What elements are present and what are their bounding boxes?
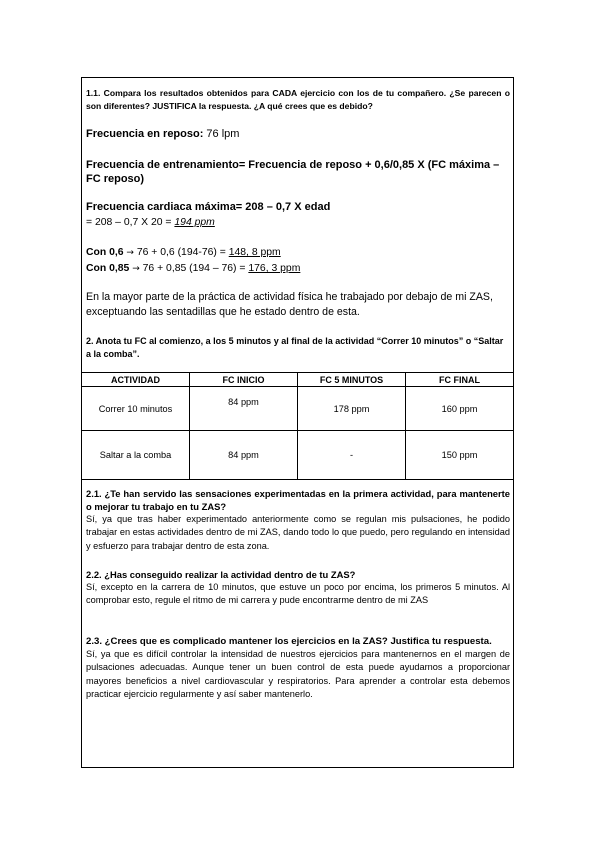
calc-0-85-line [86, 262, 510, 276]
question-2-2: 2.2. ¿Has conseguido realizar la actividad dentro de tu ZAS? [86, 569, 356, 580]
calc-0-6-expression: 76 + 0,6 (194-76) = [133, 247, 229, 258]
calc-0-6-line [86, 246, 510, 260]
calc-0-85-label: Con 0,85 [86, 263, 133, 274]
table-cell: 150 ppm [406, 431, 514, 480]
question-2: 2. Anota tu FC al comienzo, a los 5 minutos y al final de la actividad “Correr 10 minutos” o “Saltar a la comba”. [86, 336, 504, 359]
answer-2-2: Sí, excepto en la carrera de 10 minutos, que estuve un poco por encima, los primeros 5 minutos. Al comprobar esto, regule el ritmo de mi carrera y pude encontrarme dentro de mi ZAS [86, 582, 510, 606]
question-1-1: 1.1. Compara los resultados obtenidos para CADA ejercicio con los de tu compañero. ¿Se parecen o son diferentes? JUSTIFICA la respuesta. ¿A qué crees que es debido? [86, 88, 510, 111]
cell-text: 84 ppm [228, 396, 259, 407]
table-header: ACTIVIDAD [82, 373, 190, 387]
rest-frequency-label: Frecuencia en reposo: [86, 128, 204, 140]
heart-rate-table [81, 372, 514, 480]
max-calc-prefix: = 208 – 0,7 X 20 = [86, 217, 175, 228]
right-arrow-icon: → [126, 248, 134, 258]
table-cell [190, 387, 298, 431]
table-cell: Saltar a la comba [82, 431, 190, 480]
table-cell: Correr 10 minutos [82, 387, 190, 431]
table-header: FC INICIO [190, 373, 298, 387]
training-frequency-formula: Frecuencia de entrenamiento= Frecuencia de reposo + 0,6/0,85 X (FC máxima – FC reposo) [86, 159, 500, 185]
max-heart-rate-formula: Frecuencia cardiaca máxima= 208 – 0,7 X edad [86, 201, 331, 213]
table-header: FC FINAL [406, 373, 514, 387]
question-2-1: 2.1. ¿Te han servido las sensaciones experimentadas en la primera actividad, para mantenerte o mejorar tu trabajo en tu ZAS? [86, 488, 510, 512]
table-row [82, 431, 514, 480]
calc-0-85-expression: 76 + 0,85 (194 – 76) = [139, 263, 249, 274]
table-cell: 84 ppm [190, 431, 298, 480]
answer-2-1: Sí, ya que tras haber experimentado anteriormente como se regulan mis pulsaciones, he podido trabajar en estas actividades dentro de mi ZAS, dando todo lo que puedo, pero regulando en intensidad y esfuerzo para trabajar dentro de esta zona. [86, 514, 510, 551]
calc-0-6-label: Con 0,6 [86, 247, 127, 258]
table-cell: - [298, 431, 406, 480]
table-header: FC 5 MINUTOS [298, 373, 406, 387]
calc-0-85-result: 176, 3 ppm [248, 263, 301, 274]
rest-frequency-line [86, 128, 510, 141]
question-2-3: 2.3. ¿Crees que es complicado mantener los ejercicios en la ZAS? Justifica tu respuesta. [86, 636, 492, 647]
rest-frequency-value: 76 lpm [203, 128, 240, 140]
table-header-row [82, 373, 514, 387]
conclusion-paragraph: En la mayor parte de la práctica de actividad física he trabajado por debajo de mi ZAS, exceptuando las sentadillas que he estado dentro de esta. [86, 291, 493, 318]
table-cell: 178 ppm [298, 387, 406, 431]
calc-0-6-result: 148, 8 ppm [228, 247, 281, 258]
table-row [82, 387, 514, 431]
max-calc-result: 194 ppm [174, 217, 215, 228]
table-cell: 160 ppm [406, 387, 514, 431]
answer-2-3: Sí, ya que es difícil controlar la intensidad de nuestros ejercicios para mantenernos en el margen de pulsaciones adecuadas. Aunque tener un buen control de esta puede ayudarnos a proporcionar mayores beneficios a nivel cardiovascular y respiratorios. Para aprender a controlar esta debemos practicar ejercicio regularmente y así saber mantenerlo. [86, 649, 510, 700]
right-arrow-icon: → [132, 264, 140, 274]
max-heart-rate-calculation [86, 216, 510, 229]
